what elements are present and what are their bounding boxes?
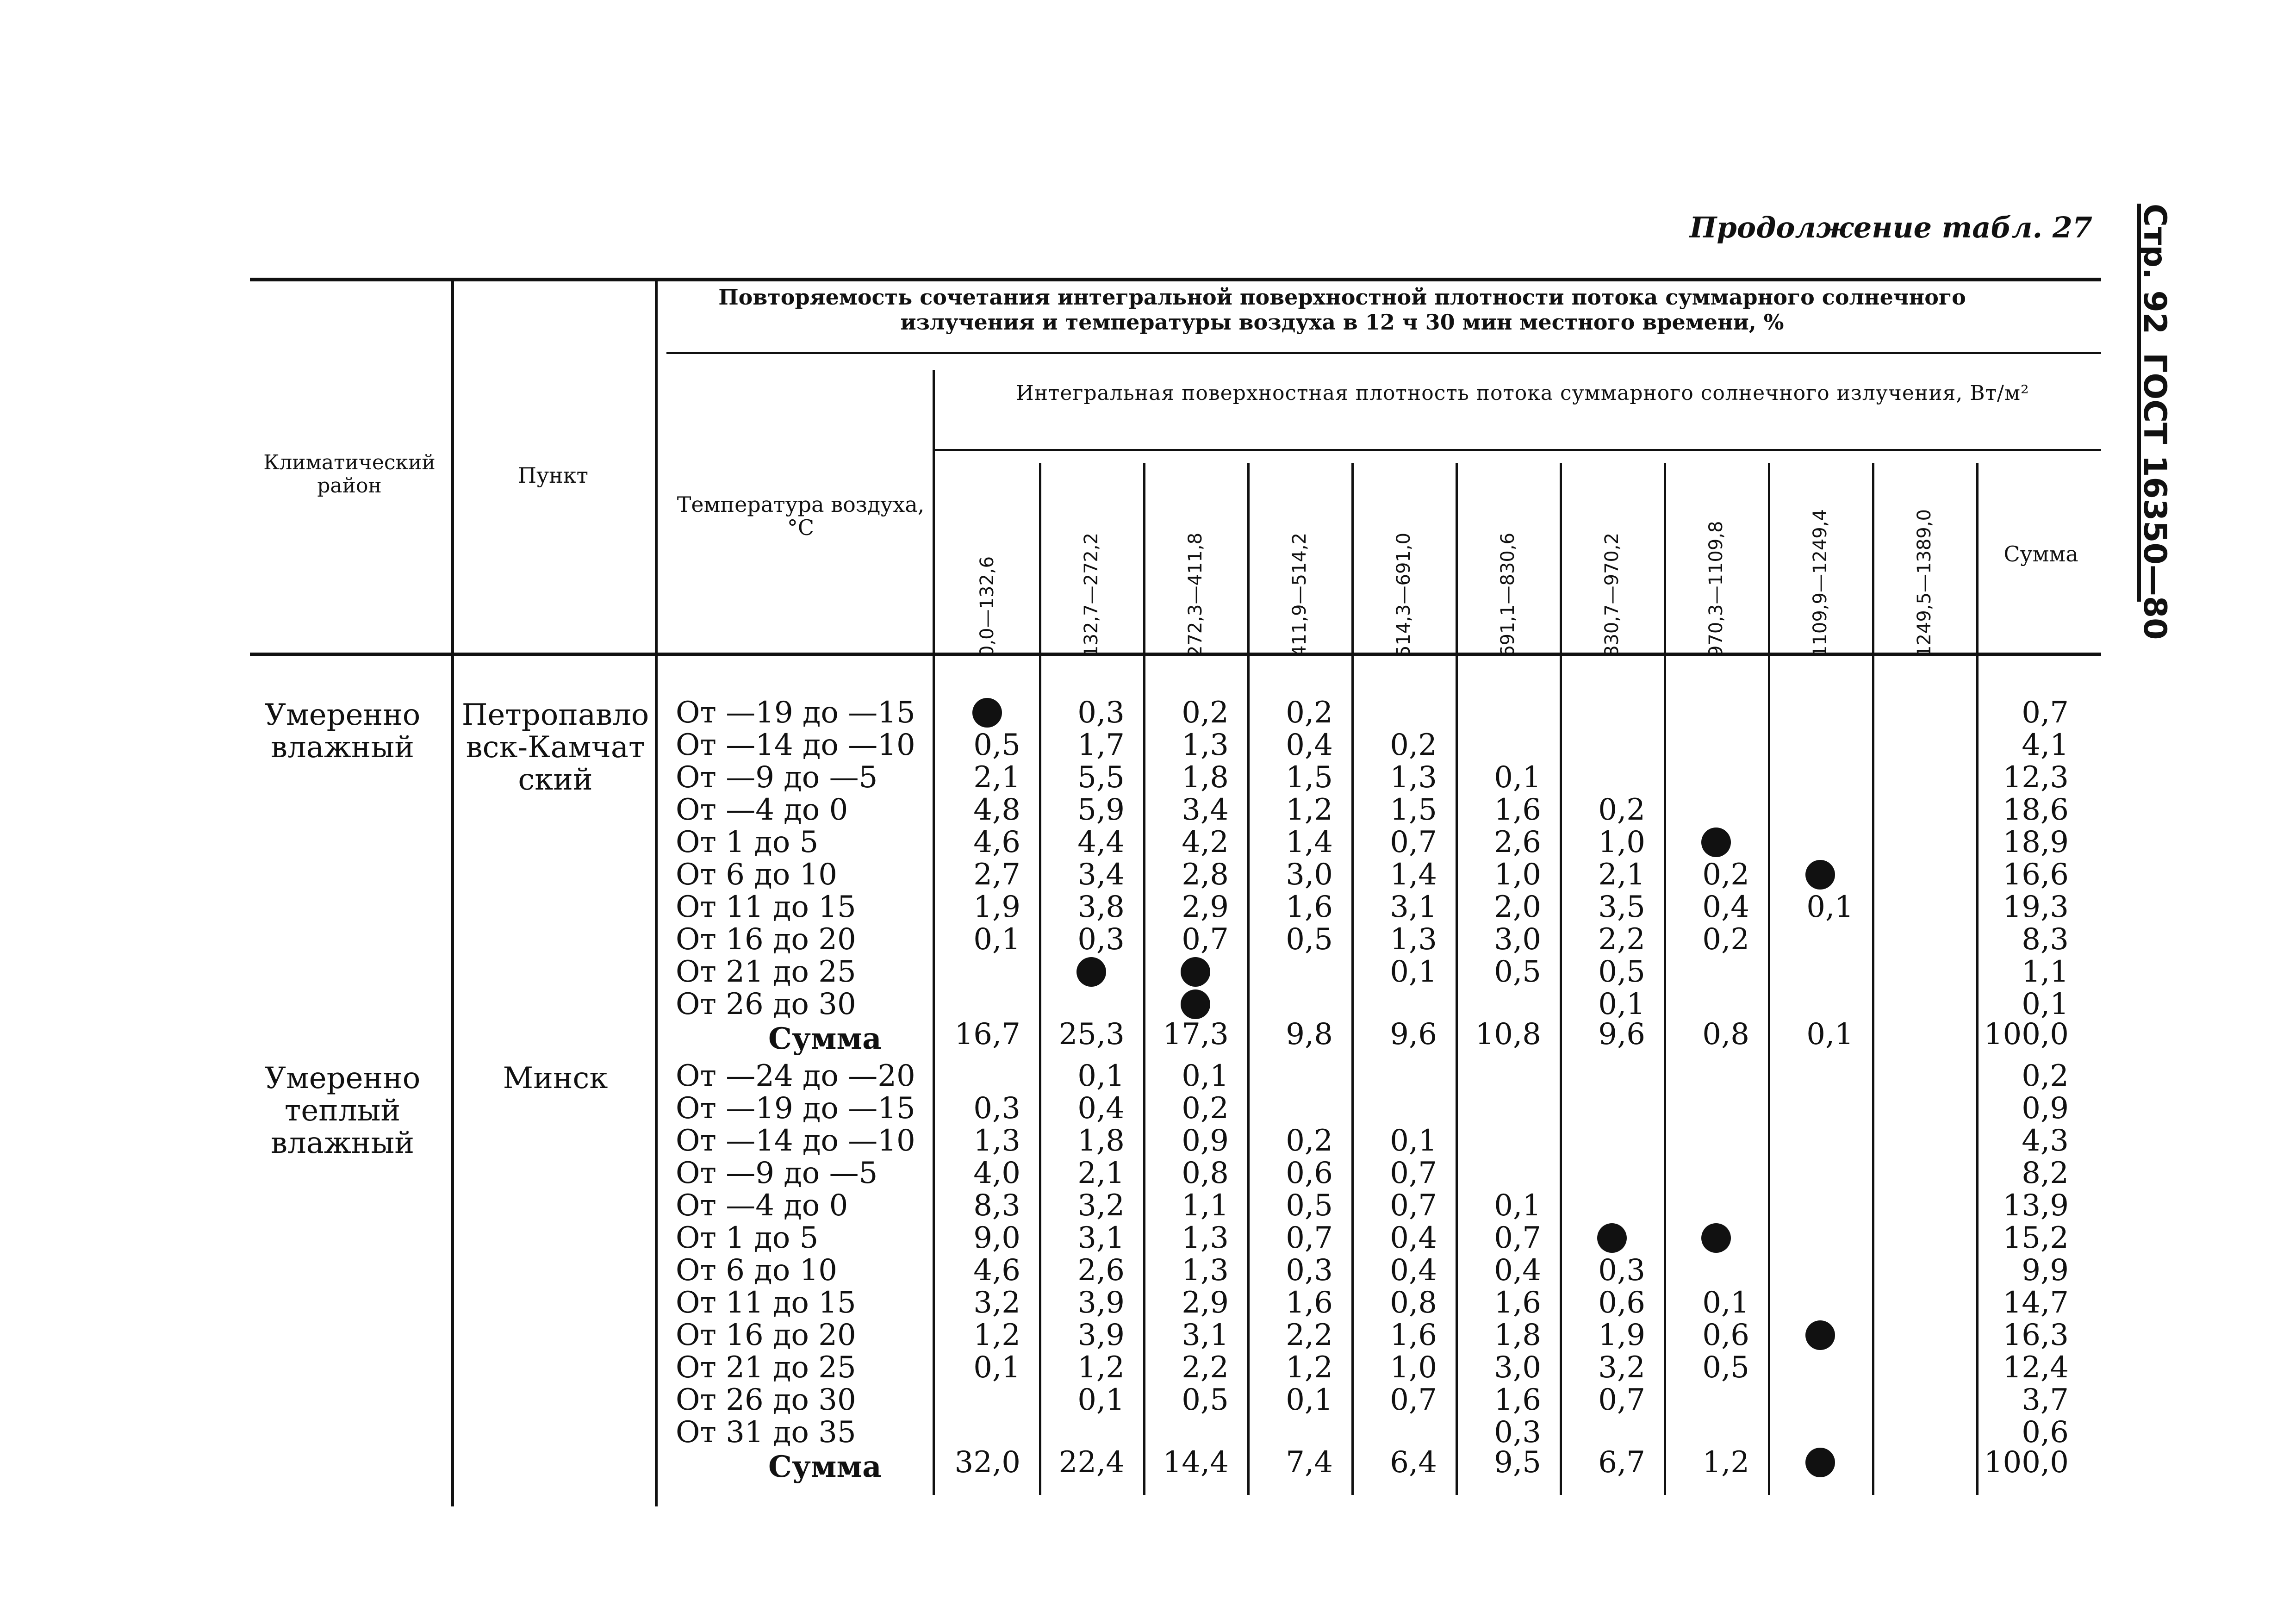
table-cell: 0,1	[973, 1350, 1020, 1385]
table-cell: 3,0	[1494, 1350, 1541, 1385]
table-cell: 1,4	[1390, 858, 1437, 892]
table-cell: 0,2	[1182, 696, 1229, 730]
table-cell: 0,6	[1286, 1156, 1333, 1190]
header-sum: Сумма	[2004, 541, 2078, 566]
row-sum: 16,3	[2003, 1318, 2069, 1352]
table-cell: 1,9	[1598, 1318, 1645, 1352]
table-cell: 0,7	[1390, 825, 1437, 859]
block-total-label: Сумма	[768, 1021, 882, 1056]
table-cell: 0,3	[973, 1091, 1020, 1126]
table-cell: 3,2	[1077, 1188, 1125, 1223]
negligible-value-dot	[1181, 989, 1210, 1019]
negligible-value-dot	[1076, 957, 1106, 987]
table-cell: 0,1	[1494, 1188, 1541, 1223]
negligible-value-dot	[972, 698, 1002, 728]
table-cell: 32,0	[954, 1445, 1020, 1480]
table-cell: 1,1	[1182, 1188, 1229, 1223]
table-cell: 0,5	[1702, 1350, 1749, 1385]
table-cell: 0,1	[1806, 1017, 1854, 1052]
table-cell: 0,2	[1390, 728, 1437, 762]
negligible-value-dot	[1597, 1223, 1627, 1253]
table-cell: 0,5	[1286, 922, 1333, 957]
table-cell: 2,1	[1598, 858, 1645, 892]
table-cell: 0,1	[1286, 1383, 1333, 1417]
location-name: Петропавловск-Камчатский	[461, 698, 649, 797]
row-sum: 0,9	[2022, 1091, 2069, 1126]
temperature-range-label: От 16 до 20	[676, 1318, 856, 1352]
table-cell: 2,6	[1077, 1253, 1125, 1288]
table-cell: 9,6	[1598, 1017, 1645, 1052]
row-sum: 9,9	[2022, 1253, 2069, 1288]
row-sum: 14,7	[2003, 1286, 2069, 1320]
table-cell: 1,6	[1390, 1318, 1437, 1352]
header-irradiance: Интегральная поверхностная плотность потока суммарного солнечного излучения, Вт/м²	[1016, 381, 2029, 405]
table-cell: 0,5	[1598, 955, 1645, 989]
table-cell: 22,4	[1058, 1445, 1125, 1480]
table-cell: 2,1	[973, 760, 1020, 795]
row-sum: 19,3	[2003, 890, 2069, 924]
temperature-range-label: От —14 до —10	[676, 1124, 915, 1158]
table-cell: 0,4	[1390, 1253, 1437, 1288]
table-cell: 3,8	[1077, 890, 1125, 924]
table-cell: 1,2	[1286, 793, 1333, 827]
table-cell: 0,8	[1390, 1286, 1437, 1320]
table-cell: 4,2	[1182, 825, 1229, 859]
temperature-range-label: От —4 до 0	[676, 1188, 848, 1223]
row-sum: 0,6	[2022, 1415, 2069, 1450]
table-cell: 0,3	[1077, 696, 1125, 730]
climate-region: Умеренно влажный	[264, 698, 421, 765]
table-top-rule	[250, 278, 2101, 281]
table-cell: 1,9	[973, 890, 1020, 924]
temperature-range-label: От 21 до 25	[676, 1350, 856, 1385]
table-cell: 4,4	[1077, 825, 1125, 859]
page-reference	[2136, 204, 2198, 640]
irradiance-column-header: 411,9—514,2	[1289, 532, 1310, 657]
block-total-sum: 100,0	[1984, 1445, 2069, 1480]
block-total-label: Сумма	[768, 1450, 882, 1484]
table-cell: 10,8	[1475, 1017, 1541, 1052]
table-cell: 3,2	[973, 1286, 1020, 1320]
table-cell: 2,9	[1182, 890, 1229, 924]
table-cell: 0,7	[1390, 1156, 1437, 1190]
table-cell: 2,7	[973, 858, 1020, 892]
table-cell: 1,3	[1182, 1253, 1229, 1288]
table-cell: 3,9	[1077, 1318, 1125, 1352]
table-cell: 0,1	[1077, 1383, 1125, 1417]
table-cell: 1,8	[1077, 1124, 1125, 1158]
continuation-caption: Продолжение табл. 27	[1689, 211, 2092, 244]
table-cell: 6,4	[1390, 1445, 1437, 1480]
table-cell: 1,0	[1598, 825, 1645, 859]
row-sum: 4,3	[2022, 1124, 2069, 1158]
table-cell: 0,7	[1182, 922, 1229, 957]
table-cell: 0,1	[1182, 1059, 1229, 1093]
table-cell: 2,2	[1182, 1350, 1229, 1385]
row-sum: 0,1	[2022, 987, 2069, 1021]
temperature-range-label: От —14 до —10	[676, 728, 915, 762]
table-cell: 0,1	[1077, 1059, 1125, 1093]
temperature-range-label: От —19 до —15	[676, 696, 915, 730]
table-cell: 3,5	[1598, 890, 1645, 924]
table-cell: 2,2	[1598, 922, 1645, 957]
row-sum: 4,1	[2022, 728, 2069, 762]
temperature-range-label: От —9 до —5	[676, 760, 878, 795]
table-cell: 0,5	[1182, 1383, 1229, 1417]
table-cell: 1,0	[1390, 1350, 1437, 1385]
row-sum: 13,9	[2003, 1188, 2069, 1223]
table-cell: 1,6	[1286, 890, 1333, 924]
header-climate-region: Климатический район	[263, 451, 436, 498]
standard-code: ГОСТ 16350—80	[2136, 353, 2173, 640]
table-cell: 0,1	[1598, 987, 1645, 1021]
temperature-range-label: От 6 до 10	[676, 858, 837, 892]
temperature-range-label: От 11 до 15	[676, 1286, 856, 1320]
table-cell: 1,2	[1286, 1350, 1333, 1385]
table-cell: 0,2	[1182, 1091, 1229, 1126]
table-cell: 1,6	[1494, 793, 1541, 827]
table-cell: 2,0	[1494, 890, 1541, 924]
table-cell: 0,1	[1494, 760, 1541, 795]
table-cell: 0,7	[1494, 1221, 1541, 1255]
irradiance-column-header: 970,3—1109,8	[1705, 521, 1727, 657]
irradiance-column-header: 514,3—691,0	[1393, 532, 1414, 657]
temperature-range-label: От 21 до 25	[676, 955, 856, 989]
table-cell: 5,5	[1077, 760, 1125, 795]
column-divider	[1872, 463, 1874, 1495]
table-cell: 0,2	[1702, 922, 1749, 957]
row-sum: 12,4	[2003, 1350, 2069, 1385]
temperature-range-label: От 26 до 30	[676, 1383, 856, 1417]
table-cell: 3,4	[1182, 793, 1229, 827]
table-cell: 1,5	[1390, 793, 1437, 827]
table-cell: 0,8	[1702, 1017, 1749, 1052]
table-cell: 0,3	[1598, 1253, 1645, 1288]
table-cell: 7,4	[1286, 1445, 1333, 1480]
temperature-range-label: От 1 до 5	[676, 1221, 819, 1255]
table-cell: 1,8	[1182, 760, 1229, 795]
table-cell: 1,6	[1494, 1383, 1541, 1417]
row-sum: 0,2	[2022, 1059, 2069, 1093]
table-cell: 3,2	[1598, 1350, 1645, 1385]
irradiance-column-header: 1109,9—1249,4	[1810, 509, 1831, 657]
table-cell: 5,9	[1077, 793, 1125, 827]
table-cell: 1,3	[1182, 728, 1229, 762]
row-sum: 8,3	[2022, 922, 2069, 957]
row-sum: 0,7	[2022, 696, 2069, 730]
negligible-value-dot	[1181, 957, 1210, 987]
table-cell: 2,1	[1077, 1156, 1125, 1190]
table-cell: 0,4	[1390, 1221, 1437, 1255]
negligible-value-dot	[1805, 1448, 1835, 1477]
temperature-range-label: От 6 до 10	[676, 1253, 837, 1288]
table-cell: 9,8	[1286, 1017, 1333, 1052]
header-location: Пункт	[517, 463, 589, 488]
table-cell: 4,6	[973, 825, 1020, 859]
table-cell: 0,1	[1702, 1286, 1749, 1320]
temperature-range-label: От 31 до 35	[676, 1415, 856, 1450]
row-sum: 3,7	[2022, 1383, 2069, 1417]
table-cell: 0,1	[973, 922, 1020, 957]
table-cell: 0,5	[1494, 955, 1541, 989]
negligible-value-dot	[1805, 1320, 1835, 1350]
table-cell: 1,6	[1494, 1286, 1541, 1320]
temperature-range-label: От —9 до —5	[676, 1156, 878, 1190]
page-number: Стр. 92	[2136, 204, 2173, 335]
table-cell: 0,1	[1806, 890, 1854, 924]
table-cell: 0,4	[1702, 890, 1749, 924]
table-cell: 1,2	[1077, 1350, 1125, 1385]
table-cell: 2,2	[1286, 1318, 1333, 1352]
table-cell: 0,7	[1390, 1383, 1437, 1417]
temperature-range-label: От 26 до 30	[676, 987, 856, 1021]
table-cell: 4,8	[973, 793, 1020, 827]
table-cell: 1,3	[1390, 760, 1437, 795]
table-cell: 0,4	[1077, 1091, 1125, 1126]
table-cell: 0,7	[1598, 1383, 1645, 1417]
table-cell: 3,1	[1182, 1318, 1229, 1352]
irradiance-column-header: 0,0—132,6	[977, 556, 998, 657]
irradiance-column-header: 691,1—830,6	[1497, 532, 1518, 657]
table-cell: 9,6	[1390, 1017, 1437, 1052]
table-cell: 17,3	[1163, 1017, 1229, 1052]
table-cell: 9,0	[973, 1221, 1020, 1255]
temperature-range-label: От —24 до —20	[676, 1059, 915, 1093]
table-cell: 3,0	[1286, 858, 1333, 892]
table-cell: 0,7	[1286, 1221, 1333, 1255]
irradiance-column-header: 272,3—411,8	[1185, 532, 1206, 657]
row-sum: 1,1	[2022, 955, 2069, 989]
table-cell: 3,9	[1077, 1286, 1125, 1320]
table-cell: 1,8	[1494, 1318, 1541, 1352]
table-cell: 0,7	[1390, 1188, 1437, 1223]
table-cell: 1,5	[1286, 760, 1333, 795]
table-cell: 0,6	[1702, 1318, 1749, 1352]
table-cell: 14,4	[1163, 1445, 1229, 1480]
row-sum: 16,6	[2003, 858, 2069, 892]
negligible-value-dot	[1701, 828, 1731, 857]
temperature-range-label: От —19 до —15	[676, 1091, 915, 1126]
row-sum: 15,2	[2003, 1221, 2069, 1255]
table-cell: 1,6	[1286, 1286, 1333, 1320]
table-cell: 0,2	[1286, 696, 1333, 730]
table-cell: 0,9	[1182, 1124, 1229, 1158]
negligible-value-dot	[1805, 860, 1835, 890]
table-cell: 0,2	[1598, 793, 1645, 827]
table-cell: 0,8	[1182, 1156, 1229, 1190]
location-name: Минск	[503, 1061, 608, 1095]
table-cell: 3,4	[1077, 858, 1125, 892]
temperature-range-label: От 1 до 5	[676, 825, 819, 859]
row-sum: 18,9	[2003, 825, 2069, 859]
table-cell: 0,1	[1390, 955, 1437, 989]
table-cell: 0,4	[1286, 728, 1333, 762]
table-cell: 2,6	[1494, 825, 1541, 859]
negligible-value-dot	[1701, 1223, 1731, 1253]
block-total-sum: 100,0	[1984, 1017, 2069, 1052]
table-cell: 8,3	[973, 1188, 1020, 1223]
table-cell: 1,2	[973, 1318, 1020, 1352]
table-cell: 0,3	[1077, 922, 1125, 957]
header-main: Повторяемость сочетания интегральной поверхностной плотности потока суммарного солнечного излучения и температуры воздуха в 12 ч 30 мин местного времени, %	[718, 285, 1966, 335]
irradiance-column-header: 1249,5—1389,0	[1914, 509, 1935, 657]
table-cell: 3,1	[1390, 890, 1437, 924]
irradiance-column-header: 132,7—272,2	[1081, 532, 1102, 657]
header-rule-1	[666, 352, 2101, 354]
row-sum: 8,2	[2022, 1156, 2069, 1190]
table-cell: 2,9	[1182, 1286, 1229, 1320]
table-cell: 0,6	[1598, 1286, 1645, 1320]
table-cell: 25,3	[1058, 1017, 1125, 1052]
irradiance-column-header: 830,7—970,2	[1601, 532, 1623, 657]
table-cell: 6,7	[1598, 1445, 1645, 1480]
table-cell: 2,8	[1182, 858, 1229, 892]
table-cell: 0,2	[1286, 1124, 1333, 1158]
temperature-range-label: От 11 до 15	[676, 890, 856, 924]
table-cell: 0,5	[973, 728, 1020, 762]
table-cell: 0,5	[1286, 1188, 1333, 1223]
header-rule-2	[935, 449, 2101, 451]
table-cell: 0,2	[1702, 858, 1749, 892]
table-cell: 16,7	[954, 1017, 1020, 1052]
table-cell: 9,5	[1494, 1445, 1541, 1480]
climate-region: Умеренно теплый влажный	[264, 1061, 421, 1160]
table-cell: 1,3	[1390, 922, 1437, 957]
table-cell: 0,3	[1286, 1253, 1333, 1288]
table-cell: 4,6	[973, 1253, 1020, 1288]
row-sum: 12,3	[2003, 760, 2069, 795]
table-cell: 3,1	[1077, 1221, 1125, 1255]
table-cell: 3,0	[1494, 922, 1541, 957]
temperature-range-label: От —4 до 0	[676, 793, 848, 827]
table-cell: 1,2	[1702, 1445, 1749, 1480]
table-cell: 1,7	[1077, 728, 1125, 762]
column-divider	[1768, 463, 1770, 1495]
col-divider-temp	[655, 280, 658, 1506]
table-cell: 0,1	[1390, 1124, 1437, 1158]
table-cell: 1,4	[1286, 825, 1333, 859]
table-cell: 1,3	[1182, 1221, 1229, 1255]
table-cell: 1,3	[973, 1124, 1020, 1158]
header-temperature: Температура воздуха, °С	[677, 492, 925, 540]
row-sum: 18,6	[2003, 793, 2069, 827]
table-cell: 4,0	[973, 1156, 1020, 1190]
table-cell: 0,4	[1494, 1253, 1541, 1288]
temperature-range-label: От 16 до 20	[676, 922, 856, 957]
table-cell: 0,3	[1494, 1415, 1541, 1450]
table-cell: 1,0	[1494, 858, 1541, 892]
